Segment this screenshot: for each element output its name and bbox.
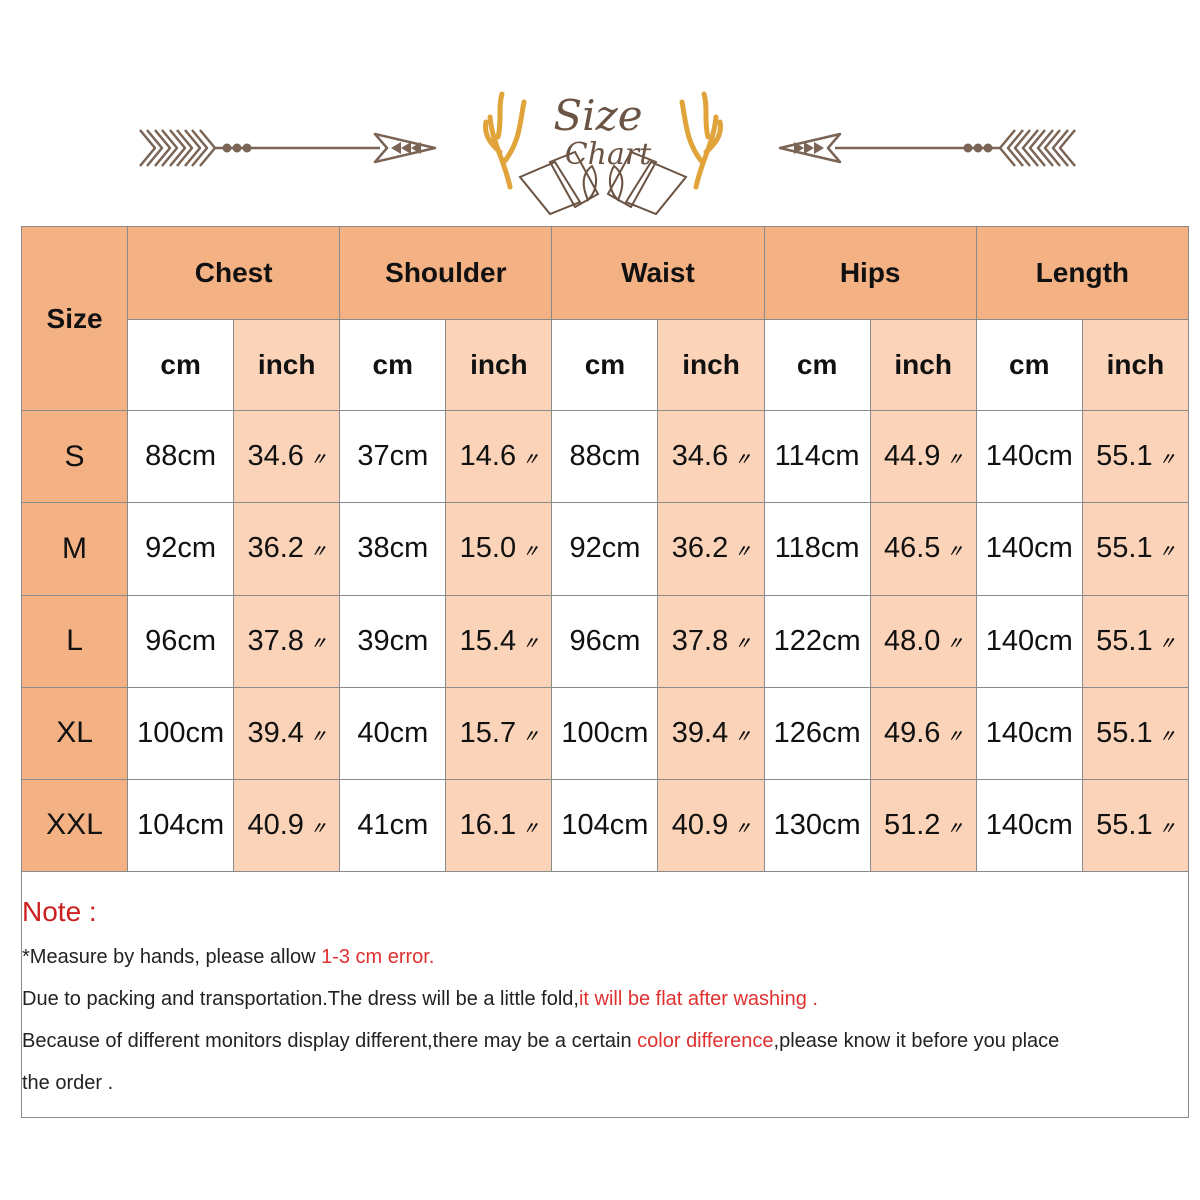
table-row — [22, 503, 1189, 595]
inch-mark: 〃 — [734, 450, 751, 470]
note-line-3: Because of different monitors display different,there may be a certain color difference,please know it before you place — [22, 1030, 1060, 1052]
cm-value-cell: 100cm — [128, 687, 234, 779]
cm-value-cell: 140cm — [976, 503, 1082, 595]
size-chart-logo — [480, 82, 726, 222]
inch-value-cell: 34.6 〃 — [234, 411, 340, 503]
inch-value-cell: 55.1 〃 — [1082, 411, 1188, 503]
inch-value-cell: 51.2 〃 — [870, 779, 976, 871]
inch-mark: 〃 — [1158, 542, 1175, 562]
cm-value-cell: 40cm — [340, 687, 446, 779]
logo-text-chart: Chart — [564, 137, 652, 172]
cm-value-cell: 92cm — [552, 503, 658, 595]
cm-value-cell: 96cm — [552, 595, 658, 687]
arrow-left-icon — [770, 120, 1080, 180]
note-line-2: Due to packing and transportation.The dress will be a little fold,it will be flat after washing . — [22, 988, 818, 1010]
inch-mark: 〃 — [1158, 634, 1175, 654]
cm-value-cell: 104cm — [128, 779, 234, 871]
header — [0, 0, 1200, 226]
cm-value-cell: 104cm — [552, 779, 658, 871]
inch-mark: 〃 — [309, 726, 326, 746]
size-cell: XL — [22, 687, 128, 779]
inch-mark: 〃 — [309, 450, 326, 470]
group-header-waist: Waist — [552, 227, 764, 320]
cm-value-cell: 118cm — [764, 503, 870, 595]
size-chart-table — [21, 226, 1189, 872]
inch-value-cell: 37.8 〃 — [234, 595, 340, 687]
table-row — [22, 779, 1189, 871]
cm-value-cell: 88cm — [128, 411, 234, 503]
cm-value-cell: 39cm — [340, 595, 446, 687]
group-header-chest: Chest — [128, 227, 340, 320]
cm-value-cell: 38cm — [340, 503, 446, 595]
inch-mark: 〃 — [309, 818, 326, 838]
inch-mark: 〃 — [1158, 818, 1175, 838]
inch-mark: 〃 — [734, 542, 751, 562]
inch-mark: 〃 — [946, 818, 963, 838]
inch-value-cell: 15.4 〃 — [446, 595, 552, 687]
unit-header-cm: cm — [976, 320, 1082, 411]
cm-value-cell: 140cm — [976, 411, 1082, 503]
unit-header-inch: inch — [1082, 320, 1188, 411]
inch-value-cell: 15.0 〃 — [446, 503, 552, 595]
unit-header-inch: inch — [234, 320, 340, 411]
size-cell: S — [22, 411, 128, 503]
cm-value-cell: 140cm — [976, 779, 1082, 871]
note-line-4: the order . — [22, 1072, 114, 1094]
cm-value-cell: 130cm — [764, 779, 870, 871]
unit-header-cm: cm — [340, 320, 446, 411]
inch-mark: 〃 — [1158, 450, 1175, 470]
size-cell: M — [22, 503, 128, 595]
inch-value-cell: 39.4 〃 — [234, 687, 340, 779]
inch-mark: 〃 — [522, 726, 539, 746]
inch-value-cell: 40.9 〃 — [658, 779, 764, 871]
table-body — [22, 411, 1189, 872]
cm-value-cell: 92cm — [128, 503, 234, 595]
table-row — [22, 411, 1189, 503]
inch-value-cell: 55.1 〃 — [1082, 687, 1188, 779]
unit-header-inch: inch — [870, 320, 976, 411]
group-header-hips: Hips — [764, 227, 976, 320]
cm-value-cell: 88cm — [552, 411, 658, 503]
inch-mark: 〃 — [522, 818, 539, 838]
size-cell: L — [22, 595, 128, 687]
inch-value-cell: 37.8 〃 — [658, 595, 764, 687]
arrow-right-icon — [135, 120, 445, 180]
inch-mark: 〃 — [734, 634, 751, 654]
inch-mark: 〃 — [946, 542, 963, 562]
size-cell: XXL — [22, 779, 128, 871]
unit-header-cm: cm — [552, 320, 658, 411]
cm-value-cell: 126cm — [764, 687, 870, 779]
note-section — [21, 872, 1189, 1118]
table-row — [22, 595, 1189, 687]
table-row — [22, 687, 1189, 779]
inch-value-cell: 34.6 〃 — [658, 411, 764, 503]
inch-mark: 〃 — [734, 726, 751, 746]
cm-value-cell: 140cm — [976, 687, 1082, 779]
inch-value-cell: 36.2 〃 — [234, 503, 340, 595]
inch-value-cell: 55.1 〃 — [1082, 595, 1188, 687]
inch-value-cell: 40.9 〃 — [234, 779, 340, 871]
inch-mark: 〃 — [522, 634, 539, 654]
note-line-1: *Measure by hands, please allow 1-3 cm error. — [22, 946, 435, 968]
unit-header-cm: cm — [128, 320, 234, 411]
inch-mark: 〃 — [946, 450, 963, 470]
group-header-length: Length — [976, 227, 1188, 320]
inch-value-cell: 39.4 〃 — [658, 687, 764, 779]
inch-value-cell: 55.1 〃 — [1082, 779, 1188, 871]
cm-value-cell: 140cm — [976, 595, 1082, 687]
inch-mark: 〃 — [309, 634, 326, 654]
inch-value-cell: 14.6 〃 — [446, 411, 552, 503]
inch-mark: 〃 — [522, 542, 539, 562]
unit-header-inch: inch — [658, 320, 764, 411]
cm-value-cell: 41cm — [340, 779, 446, 871]
inch-value-cell: 36.2 〃 — [658, 503, 764, 595]
inch-mark: 〃 — [309, 542, 326, 562]
inch-mark: 〃 — [734, 818, 751, 838]
cm-value-cell: 96cm — [128, 595, 234, 687]
inch-mark: 〃 — [522, 450, 539, 470]
inch-value-cell: 49.6 〃 — [870, 687, 976, 779]
inch-mark: 〃 — [946, 634, 963, 654]
cm-value-cell: 100cm — [552, 687, 658, 779]
inch-mark: 〃 — [946, 726, 963, 746]
inch-mark: 〃 — [1158, 726, 1175, 746]
cm-value-cell: 114cm — [764, 411, 870, 503]
cm-value-cell: 122cm — [764, 595, 870, 687]
cm-value-cell: 37cm — [340, 411, 446, 503]
group-header-shoulder: Shoulder — [340, 227, 552, 320]
inch-value-cell: 55.1 〃 — [1082, 503, 1188, 595]
inch-value-cell: 44.9 〃 — [870, 411, 976, 503]
inch-value-cell: 16.1 〃 — [446, 779, 552, 871]
inch-value-cell: 48.0 〃 — [870, 595, 976, 687]
note-title: Note : — [22, 896, 97, 927]
unit-header-inch: inch — [446, 320, 552, 411]
inch-value-cell: 15.7 〃 — [446, 687, 552, 779]
logo-text-size: Size — [553, 91, 643, 140]
inch-value-cell: 46.5 〃 — [870, 503, 976, 595]
size-header: Size — [22, 227, 128, 411]
unit-header-cm: cm — [764, 320, 870, 411]
